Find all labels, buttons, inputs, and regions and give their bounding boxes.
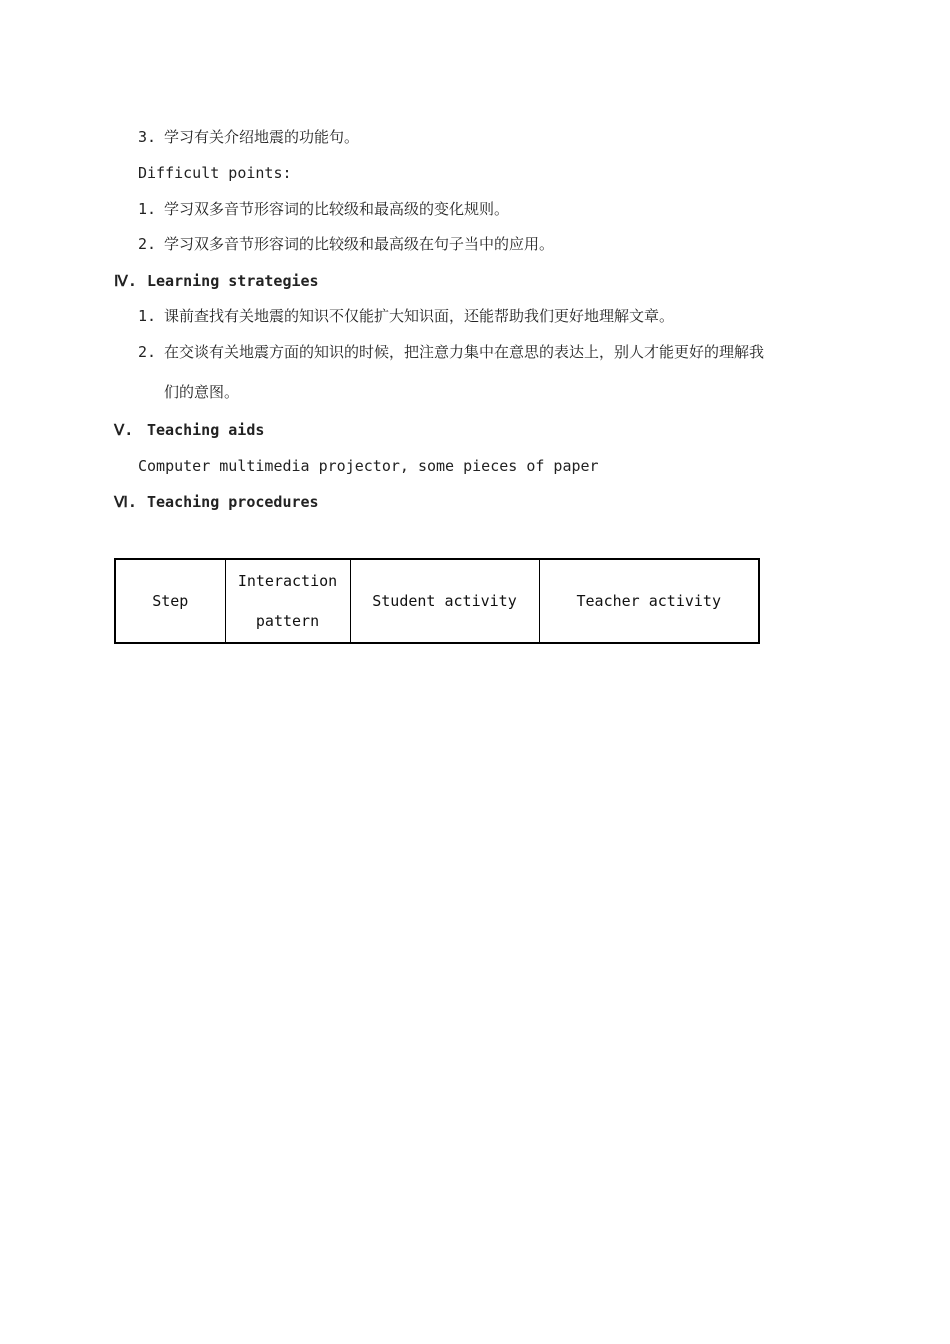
item-text: 课前查找有关地震的知识不仅能扩大知识面，还能帮助我们更好地理解文章。 xyxy=(164,307,675,325)
header-student-activity: Student activity xyxy=(350,559,539,643)
strategy-item-2 xyxy=(138,342,764,362)
table-header-row xyxy=(115,559,759,643)
header-step: Step xyxy=(115,559,225,643)
key-point-item-3 xyxy=(138,127,359,147)
item-number: 2. xyxy=(138,343,157,361)
procedures-table xyxy=(114,558,760,644)
item-number: 3. xyxy=(138,128,157,146)
difficult-point-item-1 xyxy=(138,199,509,219)
item-number: 2. xyxy=(138,235,157,253)
section-title: Teaching aids xyxy=(147,421,265,439)
item-text: 学习有关介绍地震的功能句。 xyxy=(164,128,360,146)
teaching-aids-text: Computer multimedia projector, some pieces of paper xyxy=(138,457,599,475)
header-interaction-pattern xyxy=(225,559,350,643)
strategy-item-1 xyxy=(138,306,674,326)
item-text: 学习双多音节形容词的比较级和最高级在句子当中的应用。 xyxy=(164,235,555,253)
section-heading-teaching-aids xyxy=(114,420,264,440)
section-number: Ⅳ. xyxy=(114,272,137,290)
section-title: Teaching procedures xyxy=(147,493,319,511)
header-teacher-activity: Teacher activity xyxy=(539,559,759,643)
section-number: Ⅵ. xyxy=(114,493,137,511)
difficult-point-item-2 xyxy=(138,234,554,254)
header-interaction-line-2: pattern xyxy=(255,612,320,630)
section-number: Ⅴ. xyxy=(114,421,134,439)
item-text: 在交谈有关地震方面的知识的时候，把注意力集中在意思的表达上，别人才能更好的理解我 xyxy=(164,343,765,361)
section-heading-learning-strategies xyxy=(114,271,319,291)
header-interaction-line-1: Interaction xyxy=(237,572,338,590)
section-heading-teaching-procedures xyxy=(114,492,319,512)
item-number: 1. xyxy=(138,307,157,325)
item-number: 1. xyxy=(138,200,157,218)
section-title: Learning strategies xyxy=(147,272,319,290)
strategy-item-2-continuation: 们的意图。 xyxy=(164,383,240,401)
difficult-points-label: Difficult points: xyxy=(138,164,292,182)
item-text: 学习双多音节形容词的比较级和最高级的变化规则。 xyxy=(164,200,510,218)
